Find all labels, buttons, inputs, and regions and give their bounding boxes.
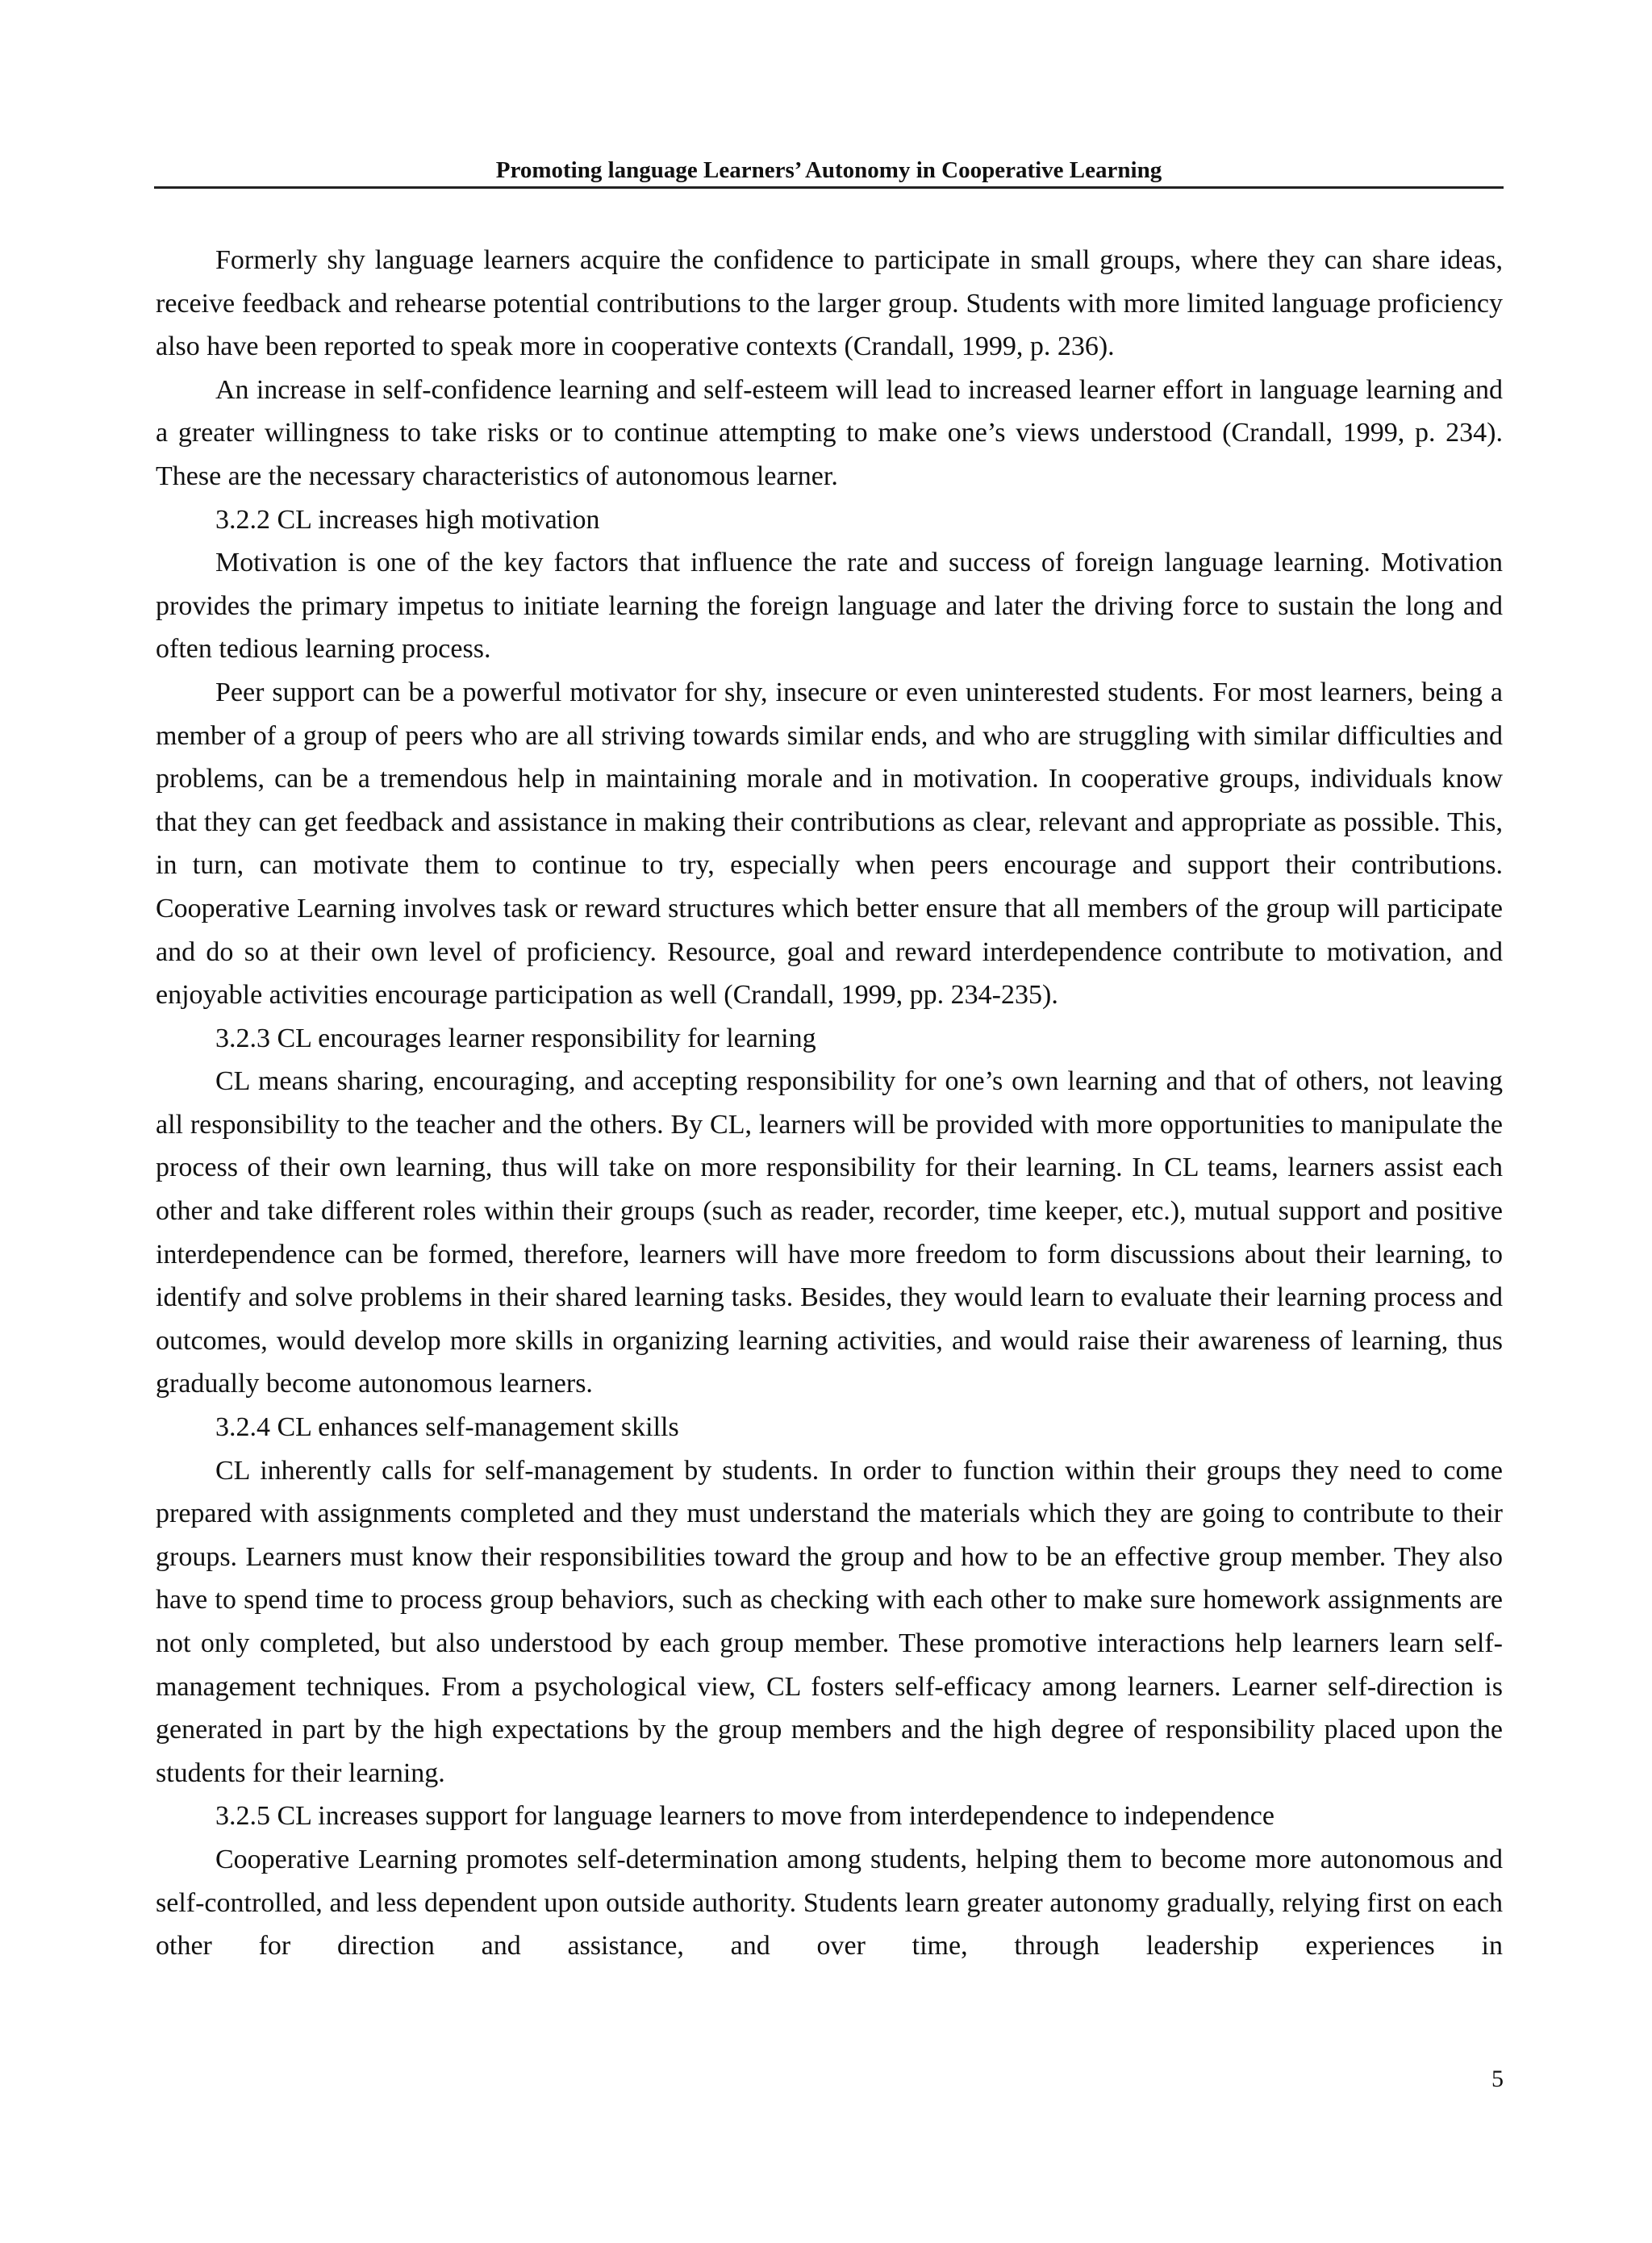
section-heading-3-2-2: 3.2.2 CL increases high motivation	[215, 504, 600, 535]
header-rule	[154, 186, 1504, 189]
paragraph-peer-support: Peer support can be a powerful motivator for shy, insecure or even uninterested students. For most learners, being a member of a group of peers who are all striving towards similar ends, and who are struggling with similar difficulties and problems, can be a tremendous help in maintaining morale and in motivation. In cooperative groups, individuals know that they can get feedback and assistance in making their contributions as clear, relevant and appropriate as possible. This, in turn, can motivate them to continue to try, especially when peers encourage and support their contributions. Cooperative Learning involves task or reward structures which better ensure that all members of the group will participate and do so at their own level of proficiency. Resource, goal and reward interdependence contribute to motivation, and enjoyable activities encourage participation as well (Crandall, 1999, pp. 234-235).	[156, 677, 1503, 1011]
section-heading-3-2-5: 3.2.5 CL increases support for language learners to move from interdependence to independence	[215, 1801, 1274, 1832]
paragraph-shy-learners: Formerly shy language learners acquire the confidence to participate in small groups, where they can share ideas, receive feedback and rehearse potential contributions to the larger group. Students with more limited language proficiency also have been reported to speak more in cooperative contexts (Crandall, 1999, p. 236).	[156, 245, 1503, 362]
running-header: Promoting language Learners’ Autonomy in Cooperative Learning	[495, 157, 1162, 183]
paragraph-self-determination: Cooperative Learning promotes self-determination among students, helping them to become more autonomous and self-controlled, and less dependent upon outside authority. Students learn greater autonomy gradually, relying first on each other for direction and assistance, and over time, through leadership experiences in	[156, 1844, 1503, 1962]
paragraph-self-management: CL inherently calls for self-management by students. In order to function within their groups they need to come prepared with assignments completed and they must understand the materials which they are going to contribute to their groups. Learners must know their responsibilities toward the group and how to be an effective group member. They also have to spend time to process group behaviors, such as checking with each other to make sure homework assignments are not only completed, but also understood by each group member. These promotive interactions help learners learn self-management techniques. From a psychological view, CL fosters self-efficacy among learners. Learner self-direction is generated in part by the high expectations by the group members and the high degree of responsibility placed upon the students for their learning.	[156, 1455, 1503, 1788]
paragraph-responsibility: CL means sharing, encouraging, and accepting responsibility for one’s own learning and that of others, not leaving all responsibility to the teacher and the others. By CL, learners will be provided with more opportunities to manipulate the process of their own learning, thus will take on more responsibility for their learning. In CL teams, learners assist each other and take different roles within their groups (such as reader, recorder, time keeper, etc.), mutual support and positive interdependence can be formed, therefore, learners will have more freedom to form discussions about their learning, to identify and solve problems in their shared learning tasks. Besides, they would learn to evaluate their learning process and outcomes, would develop more skills in organizing learning activities, and would raise their awareness of learning, thus gradually become autonomous learners.	[156, 1066, 1503, 1399]
section-heading-3-2-4: 3.2.4 CL enhances self-management skills	[215, 1412, 679, 1443]
paragraph-motivation: Motivation is one of the key factors that influence the rate and success of foreign language learning. Motivation provides the primary impetus to initiate learning the foreign language and later the driving force to sustain the long and often tedious learning process.	[156, 548, 1503, 665]
page-body	[156, 239, 1503, 1968]
section-heading-3-2-3: 3.2.3 CL encourages learner responsibility for learning	[215, 1023, 816, 1053]
paragraph-self-confidence: An increase in self-confidence learning and self-esteem will lead to increased learner effort in language learning and a greater willingness to take risks or to continue attempting to make one’s views understood (Crandall, 1999, p. 234). These are the necessary characteristics of autonomous learner.	[156, 374, 1503, 491]
page-number: 5	[1491, 2066, 1504, 2092]
